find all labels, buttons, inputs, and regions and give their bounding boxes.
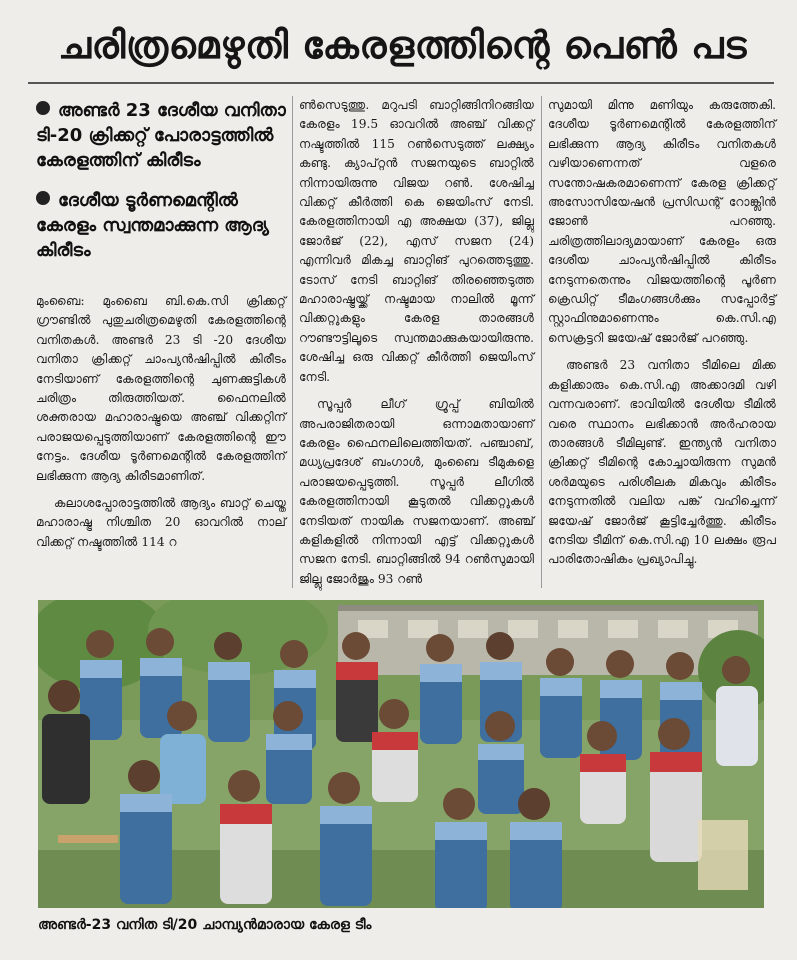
paragraph: സുമായി മിന്നു മണിയും കരുത്തേകി. ദേശീയ ടൂർണമെന്റിൽ കേരളത്തിന് ലഭിക്കുന്ന ആദ്യ കിരീടം വനിതകൾ വഴിയാണെന്നത് വളരെ സന്തോഷകരമാണെന്ന് കേരള ക്രിക്കറ്റ് അസോസിയേഷൻ പ്രസിഡന്റ് റോങ്ക്ലിൻ ജോൺ പറഞ്ഞു. ചരിത്രത്തിലാദ്യമായാണ് കേരളം ഒരു ദേശീയ ചാംപ്യൻഷിപ്പിൽ കിരീടം നേടുന്നതെന്നും വിജയത്തിന്റെ പൂർണ ക്രെഡിറ്റ് ടീമംഗങ്ങൾക്കും സപ്പോർട്ട് സ്റ്റാഫിനുമാണെന്നും കെ.സി.എ സെക്രട്ടറി ജയേഷ് ജോർജ് പറഞ്ഞു. [548, 98, 776, 345]
column-divider [292, 96, 293, 588]
column-divider [541, 96, 542, 588]
paragraph: മുംബൈ: മുംബൈ ബി.കെ.സി ക്രിക്കറ്റ് ഗ്രൗണ്ടിൽ പുതുചരിത്രമെഴുതി കേരളത്തിന്റെ വനിതകൾ. അണ്ടർ 23 ടി -20 ദേശീയ വനിതാ ക്രിക്കറ്റ് ചാംപ്യൻഷിപ്പിൽ കിരീടം നേടിയാണ് കേരളത്തിന്റെ ചുണക്കുട്ടികൾ ചരിത്രം തിരുത്തിയത്. ഫൈനലിൽ ശക്തരായ മഹാരാഷ്ട്രയെ അഞ്ച് വിക്കറ്റിന് പരാജയപ്പെടുത്തിയാണ് കേരളത്തിന്റെ ഈ നേട്ടം. ദേശീയ ടൂർണമെന്റിൽ കേരളത്തിന് ലഭിക്കുന്ന ആദ്യ കിരീടമാണിത്. [36, 294, 286, 483]
kicker-2-text: ദേശീയ ടൂർണമെന്റിൽ കേരളം സ്വന്തമാക്കുന്ന ആദ്യ കിരീടം [36, 190, 269, 261]
headline: ചരിത്രമെഴുതി കേരളത്തിന്റെ പെൺ പട [58, 23, 747, 67]
article-column-2 [299, 96, 534, 597]
kicker-1 [36, 98, 286, 173]
paragraph: കലാശപ്പോരാട്ടത്തിൽ ആദ്യം ബാറ്റ് ചെയ്ത മഹാരാഷ്ട്ര നിശ്ചിത 20 ഓവറിൽ നാല് വിക്കറ്റ് നഷ്ടത്തിൽ 114 റ [36, 496, 286, 549]
headline-rule [28, 82, 774, 84]
paragraph: ൺസെടുത്തു. മറുപടി ബാറ്റിങ്ങിനിറങ്ങിയ കേരളം 19.5 ഓവറിൽ അഞ്ച് വിക്കറ്റ് നഷ്ടത്തിൽ 115 റൺസെടുത്ത് ലക്ഷ്യം കണ്ടു. ക്യാപ്റ്റൻ സജനയുടെ ബാറ്റിൽ നിന്നായിരുന്നു വിജയ റൺ. ശേഷിച്ച വിക്കറ്റ് കീർത്തി കെ ജെയിംസ് നേടി. കേരളത്തിനായി എ അക്ഷയ (37), ജില്ലു ജോർജ് (22), എസ് സജന (24) എന്നിവർ മികച്ച ബാറ്റിങ് പുറത്തെടുത്തു. ടോസ് നേടി ബാറ്റിങ് തിരഞ്ഞെടുത്ത മഹാരാഷ്ട്രയ്ക്ക് നഷ്ടമായ നാലിൽ മൂന്ന് വിക്കറ്റുകളും കേരള താരങ്ങൾ റൗണ്ടൗട്ടിലൂടെ സ്വന്തമാക്കുകയായിരുന്നു. ശേഷിച്ച ഒരു വിക്കറ്റ് കീർത്തി ജെയിംസ് നേടി. [299, 98, 534, 384]
team-photo [38, 600, 764, 908]
paragraph: അണ്ടർ 23 വനിതാ ടീമിലെ മിക്ക കളിക്കാരും കെ.സി.എ അക്കാദമി വഴി വന്നവരാണ്. ഭാവിയിൽ ദേശീയ ടീമിൽ വരെ സ്ഥാനം ലഭിക്കാൻ അർഹരായ താരങ്ങൾ ടീമിലുണ്ട്. ഇന്ത്യൻ വനിതാ ക്രിക്കറ്റ് ടീമിന്റെ കോച്ചായിരുന്ന സുമൻ ശർമയുടെ പരിശീലക മികവും കിരീടം നേടുന്നതിൽ വലിയ പങ്ക് വഹിച്ചെന്ന് ജയേഷ് ജോർജ് കൂട്ടിച്ചേർത്തു. കിരീടം നേടിയ ടീമിന് കെ.സി.എ 10 ലക്ഷം രൂപ പാരിതോഷികം പ്രഖ്യാപിച്ചു. [548, 358, 776, 567]
paragraph: സൂപ്പർ ലീഗ് ഗ്രൂപ്പ് ബിയിൽ അപരാജിതരായി ഒന്നാമതായാണ് കേരളം ഫൈനലിലെത്തിയത്. പഞ്ചാബ്, മധ്യപ്രദേശ് ബംഗാൾ, മുംബൈ ടീമുകളെ പരാജയപ്പെടുത്തി. സൂപ്പർ ലീഗിൽ കേരളത്തിനായി കൂടുതൽ വിക്കറ്റുകൾ നേടിയത് നായിക സജനയാണ്. അഞ്ച് കളികളിൽ നിന്നായി എട്ട് വിക്കറ്റുകൾ സജന നേടി. ബാറ്റിങ്ങിൽ 94 റൺസുമായി ജില്ലു ജോർജും 93 റൺ [299, 397, 534, 586]
team-photo-illustration [38, 600, 764, 908]
bullet-icon [36, 191, 50, 205]
article-column-1 [36, 292, 286, 560]
kicker-2 [36, 188, 286, 263]
photo-caption: അണ്ടർ-23 വനിത ടി/20 ചാമ്പ്യൻമാരായ കേരള ടീം [38, 917, 372, 933]
bullet-icon [36, 101, 50, 115]
article-column-3 [548, 96, 776, 578]
kicker-1-text: അണ്ടർ 23 ദേശീയ വനിതാ ടി-20 ക്രിക്കറ്റ് പോരാട്ടത്തിൽ കേരളത്തിന് കിരീടം [36, 100, 286, 171]
